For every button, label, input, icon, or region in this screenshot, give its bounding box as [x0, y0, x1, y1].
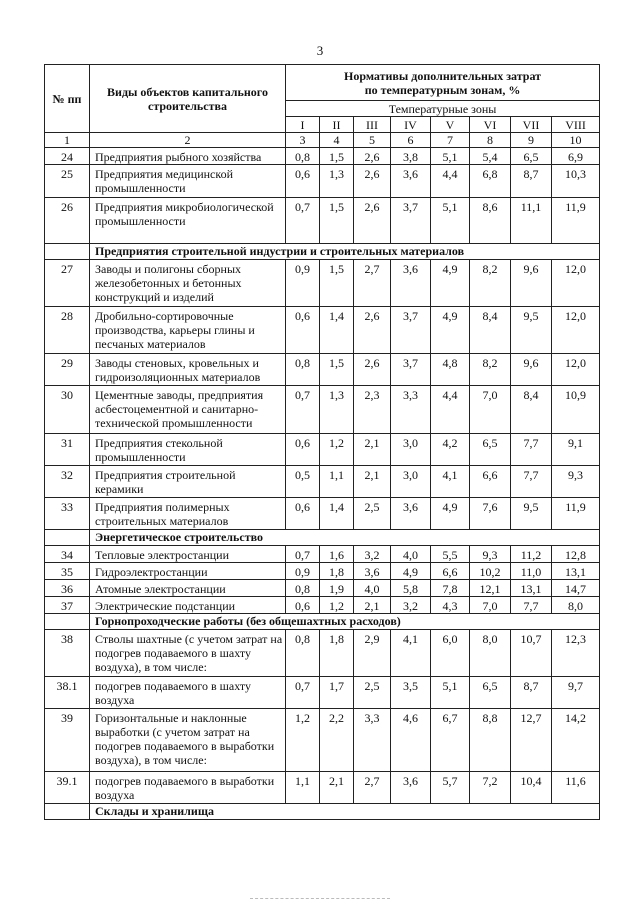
zone-value: 5,7 — [431, 772, 470, 804]
zone-value: 8,0 — [470, 630, 511, 677]
zone-value: 2,7 — [354, 772, 391, 804]
table-row — [45, 466, 600, 498]
zone-value: 2,1 — [354, 466, 391, 498]
zone-value: 8,4 — [470, 307, 511, 354]
section-num-cell — [45, 530, 90, 546]
row-number: 36 — [45, 580, 90, 597]
column-number: 8 — [470, 133, 511, 148]
zone-value: 9,7 — [552, 677, 600, 709]
zone-value: 7,7 — [511, 466, 552, 498]
zone-header: V — [431, 117, 470, 133]
table-row — [45, 546, 600, 563]
header-norms-line2: по температурным зонам, % — [364, 82, 521, 97]
zone-value: 14,7 — [552, 580, 600, 597]
object-name: Стволы шахтные (с учетом затрат на подогрев подаваемого в шахту воздуха), в том числе: — [90, 630, 286, 677]
zone-value: 9,5 — [511, 498, 552, 530]
zone-value: 12,1 — [470, 580, 511, 597]
zone-value: 6,0 — [431, 630, 470, 677]
zone-value: 3,7 — [391, 198, 431, 244]
zone-value: 5,8 — [391, 580, 431, 597]
norms-table — [44, 64, 600, 820]
table-row — [45, 630, 600, 677]
zone-value: 7,7 — [511, 597, 552, 614]
section-title: Предприятия строительной индустрии и строительных материалов — [90, 244, 600, 260]
object-name: Атомные электростанции — [90, 580, 286, 597]
zone-value: 0,8 — [286, 148, 320, 165]
zone-value: 9,6 — [511, 260, 552, 307]
object-name: Гидроэлектростанции — [90, 563, 286, 580]
zone-value: 5,1 — [431, 198, 470, 244]
zone-value: 3,6 — [391, 772, 431, 804]
zone-value: 1,3 — [320, 386, 354, 434]
zone-value: 1,4 — [320, 498, 354, 530]
section-row — [45, 244, 600, 260]
zone-value: 9,5 — [511, 307, 552, 354]
zone-value: 3,6 — [391, 498, 431, 530]
section-title: Горнопроходческие работы (без общешахтных расходов) — [90, 614, 600, 630]
zone-value: 9,3 — [552, 466, 600, 498]
object-name: подогрев подаваемого в шахту воздуха — [90, 677, 286, 709]
zone-value: 3,5 — [391, 677, 431, 709]
zone-header: VII — [511, 117, 552, 133]
zone-value: 1,2 — [320, 597, 354, 614]
row-number: 25 — [45, 165, 90, 198]
object-name: Заводы стеновых, кровельных и гидроизоляционных материалов — [90, 354, 286, 386]
zone-value: 0,9 — [286, 563, 320, 580]
zone-value: 8,8 — [470, 709, 511, 772]
zone-value: 4,9 — [431, 307, 470, 354]
zone-value: 0,9 — [286, 260, 320, 307]
table-row — [45, 386, 600, 434]
zone-value: 2,1 — [354, 434, 391, 466]
zone-value: 6,9 — [552, 148, 600, 165]
zone-value: 8,0 — [552, 597, 600, 614]
zone-value: 4,0 — [391, 546, 431, 563]
zone-header: VI — [470, 117, 511, 133]
zone-value: 0,7 — [286, 677, 320, 709]
row-number: 37 — [45, 597, 90, 614]
zone-value: 0,7 — [286, 546, 320, 563]
zone-value: 10,9 — [552, 386, 600, 434]
row-number: 39.1 — [45, 772, 90, 804]
zone-value: 1,7 — [320, 677, 354, 709]
row-number: 32 — [45, 466, 90, 498]
zone-value: 1,5 — [320, 148, 354, 165]
zone-header: IV — [391, 117, 431, 133]
table-row — [45, 709, 600, 772]
zone-value: 1,8 — [320, 630, 354, 677]
zone-value: 0,6 — [286, 307, 320, 354]
section-row — [45, 614, 600, 630]
zone-value: 0,6 — [286, 498, 320, 530]
zone-value: 12,8 — [552, 546, 600, 563]
zone-value: 3,7 — [391, 307, 431, 354]
zone-value: 2,6 — [354, 165, 391, 198]
zone-value: 3,0 — [391, 434, 431, 466]
zone-value: 7,0 — [470, 386, 511, 434]
zone-value: 0,6 — [286, 597, 320, 614]
object-name: Горизонтальные и наклонные выработки (с учетом затрат на подогрев подаваемого в выработки воздуха), в том числе: — [90, 709, 286, 772]
zone-value: 10,3 — [552, 165, 600, 198]
zone-value: 4,9 — [391, 563, 431, 580]
object-name: Предприятия микробиологической промышленности — [90, 198, 286, 244]
zone-value: 9,1 — [552, 434, 600, 466]
zone-value: 3,6 — [354, 563, 391, 580]
table-row — [45, 307, 600, 354]
zone-value: 4,9 — [431, 498, 470, 530]
table-row — [45, 597, 600, 614]
zone-value: 3,6 — [391, 165, 431, 198]
page-number: 3 — [316, 43, 324, 58]
object-name: Электрические подстанции — [90, 597, 286, 614]
object-name: Предприятия строительной керамики — [90, 466, 286, 498]
zone-header: I — [286, 117, 320, 133]
section-title: Склады и хранилища — [90, 804, 600, 820]
table-row — [45, 580, 600, 597]
object-name: Тепловые электростанции — [90, 546, 286, 563]
row-number: 30 — [45, 386, 90, 434]
column-number: 10 — [552, 133, 600, 148]
section-row — [45, 530, 600, 546]
row-number: 33 — [45, 498, 90, 530]
zone-value: 10,4 — [511, 772, 552, 804]
zone-value: 9,6 — [511, 354, 552, 386]
scan-artifact-line — [250, 898, 390, 899]
zone-value: 11,6 — [552, 772, 600, 804]
row-number: 31 — [45, 434, 90, 466]
zone-value: 7,6 — [470, 498, 511, 530]
table-row — [45, 148, 600, 165]
zone-value: 1,5 — [320, 260, 354, 307]
zone-value: 14,2 — [552, 709, 600, 772]
row-number: 38 — [45, 630, 90, 677]
zone-value: 5,1 — [431, 677, 470, 709]
zone-value: 1,5 — [320, 198, 354, 244]
table-row — [45, 677, 600, 709]
header-zones: Температурные зоны — [286, 101, 600, 117]
header-norms-line1: Нормативы дополнительных затрат — [344, 68, 542, 83]
zone-value: 0,6 — [286, 434, 320, 466]
table-row — [45, 772, 600, 804]
zone-value: 2,7 — [354, 260, 391, 307]
column-number: 1 — [45, 133, 90, 148]
zone-value: 6,6 — [431, 563, 470, 580]
header-num: № пп — [45, 65, 90, 133]
section-row — [45, 804, 600, 820]
zone-value: 0,7 — [286, 386, 320, 434]
zone-value: 12,0 — [552, 307, 600, 354]
zone-value: 2,5 — [354, 677, 391, 709]
zone-value: 5,5 — [431, 546, 470, 563]
zone-value: 3,3 — [354, 709, 391, 772]
header-object-type: Виды объектов капитального строительства — [90, 65, 286, 133]
zone-value: 8,4 — [511, 386, 552, 434]
row-number: 35 — [45, 563, 90, 580]
zone-value: 1,5 — [320, 354, 354, 386]
zone-value: 1,1 — [320, 466, 354, 498]
zone-value: 0,8 — [286, 354, 320, 386]
zone-value: 3,8 — [391, 148, 431, 165]
zone-value: 2,6 — [354, 198, 391, 244]
zone-value: 10,7 — [511, 630, 552, 677]
zone-value: 1,4 — [320, 307, 354, 354]
table-row — [45, 165, 600, 198]
section-title: Энергетическое строительство — [90, 530, 600, 546]
zone-value: 2,6 — [354, 354, 391, 386]
zone-value: 6,5 — [470, 677, 511, 709]
zone-value: 3,7 — [391, 354, 431, 386]
row-number: 26 — [45, 198, 90, 244]
zone-value: 5,1 — [431, 148, 470, 165]
section-num-cell — [45, 804, 90, 820]
object-name: Предприятия медицинской промышленности — [90, 165, 286, 198]
zone-value: 0,6 — [286, 165, 320, 198]
object-name: Предприятия рыбного хозяйства — [90, 148, 286, 165]
zone-value: 5,4 — [470, 148, 511, 165]
zone-value: 8,6 — [470, 198, 511, 244]
zone-value: 7,2 — [470, 772, 511, 804]
zone-value: 13,1 — [511, 580, 552, 597]
zone-value: 7,0 — [470, 597, 511, 614]
zone-value: 4,3 — [431, 597, 470, 614]
row-number: 38.1 — [45, 677, 90, 709]
object-name: Дробильно-сортировочные производства, карьеры глины и песчаных материалов — [90, 307, 286, 354]
zone-value: 11,9 — [552, 498, 600, 530]
column-number: 6 — [391, 133, 431, 148]
row-number: 24 — [45, 148, 90, 165]
object-name: Предприятия стекольной промышленности — [90, 434, 286, 466]
section-num-cell — [45, 614, 90, 630]
zone-value: 4,2 — [431, 434, 470, 466]
zone-value: 11,0 — [511, 563, 552, 580]
zone-value: 7,7 — [511, 434, 552, 466]
row-number: 39 — [45, 709, 90, 772]
zone-value: 12,7 — [511, 709, 552, 772]
zone-value: 4,8 — [431, 354, 470, 386]
zone-value: 3,3 — [391, 386, 431, 434]
zone-value: 4,4 — [431, 386, 470, 434]
zone-value: 2,6 — [354, 307, 391, 354]
zone-value: 6,6 — [470, 466, 511, 498]
row-number: 29 — [45, 354, 90, 386]
table-row — [45, 563, 600, 580]
zone-value: 1,9 — [320, 580, 354, 597]
object-name: подогрев подаваемого в выработки воздуха — [90, 772, 286, 804]
object-name: Заводы и полигоны сборных железобетонных и бетонных конструкций и изделий — [90, 260, 286, 307]
zone-value: 8,2 — [470, 260, 511, 307]
zone-value: 2,6 — [354, 148, 391, 165]
zone-value: 7,8 — [431, 580, 470, 597]
zone-value: 1,6 — [320, 546, 354, 563]
zone-header: III — [354, 117, 391, 133]
column-number: 7 — [431, 133, 470, 148]
zone-value: 8,7 — [511, 165, 552, 198]
zone-value: 4,1 — [391, 630, 431, 677]
zone-value: 2,1 — [354, 597, 391, 614]
zone-value: 6,8 — [470, 165, 511, 198]
column-number: 4 — [320, 133, 354, 148]
zone-value: 4,4 — [431, 165, 470, 198]
zone-value: 2,3 — [354, 386, 391, 434]
table-row — [45, 498, 600, 530]
zone-value: 1,3 — [320, 165, 354, 198]
zone-header: VIII — [552, 117, 600, 133]
table-row — [45, 260, 600, 307]
zone-value: 6,5 — [511, 148, 552, 165]
object-name: Предприятия полимерных строительных материалов — [90, 498, 286, 530]
section-num-cell — [45, 244, 90, 260]
column-number: 2 — [90, 133, 286, 148]
zone-value: 10,2 — [470, 563, 511, 580]
row-number: 28 — [45, 307, 90, 354]
zone-value: 1,1 — [286, 772, 320, 804]
zone-value: 3,6 — [391, 260, 431, 307]
zone-value: 8,7 — [511, 677, 552, 709]
zone-value: 0,8 — [286, 630, 320, 677]
zone-value: 2,5 — [354, 498, 391, 530]
zone-value: 3,2 — [391, 597, 431, 614]
zone-value: 0,7 — [286, 198, 320, 244]
zone-value: 12,0 — [552, 260, 600, 307]
header-norms — [286, 65, 600, 101]
column-number: 9 — [511, 133, 552, 148]
zone-value: 8,2 — [470, 354, 511, 386]
object-name: Цементные заводы, предприятия асбестоцементной и санитарно-технической промышленности — [90, 386, 286, 434]
zone-value: 0,5 — [286, 466, 320, 498]
zone-value: 9,3 — [470, 546, 511, 563]
zone-header: II — [320, 117, 354, 133]
zone-value: 0,8 — [286, 580, 320, 597]
zone-value: 11,1 — [511, 198, 552, 244]
zone-value: 2,9 — [354, 630, 391, 677]
zone-value: 2,1 — [320, 772, 354, 804]
zone-value: 4,0 — [354, 580, 391, 597]
table-row — [45, 434, 600, 466]
table-row — [45, 354, 600, 386]
row-number: 34 — [45, 546, 90, 563]
zone-value: 1,8 — [320, 563, 354, 580]
zone-value: 6,5 — [470, 434, 511, 466]
zone-value: 2,2 — [320, 709, 354, 772]
zone-value: 11,9 — [552, 198, 600, 244]
zone-value: 4,9 — [431, 260, 470, 307]
row-number: 27 — [45, 260, 90, 307]
zone-value: 12,0 — [552, 354, 600, 386]
zone-value: 6,7 — [431, 709, 470, 772]
zone-value: 3,2 — [354, 546, 391, 563]
column-number: 5 — [354, 133, 391, 148]
zone-value: 4,1 — [431, 466, 470, 498]
zone-value: 12,3 — [552, 630, 600, 677]
column-number: 3 — [286, 133, 320, 148]
zone-value: 1,2 — [320, 434, 354, 466]
zone-value: 11,2 — [511, 546, 552, 563]
zone-value: 3,0 — [391, 466, 431, 498]
table-row — [45, 198, 600, 244]
zone-value: 4,6 — [391, 709, 431, 772]
zone-value: 1,2 — [286, 709, 320, 772]
zone-value: 13,1 — [552, 563, 600, 580]
